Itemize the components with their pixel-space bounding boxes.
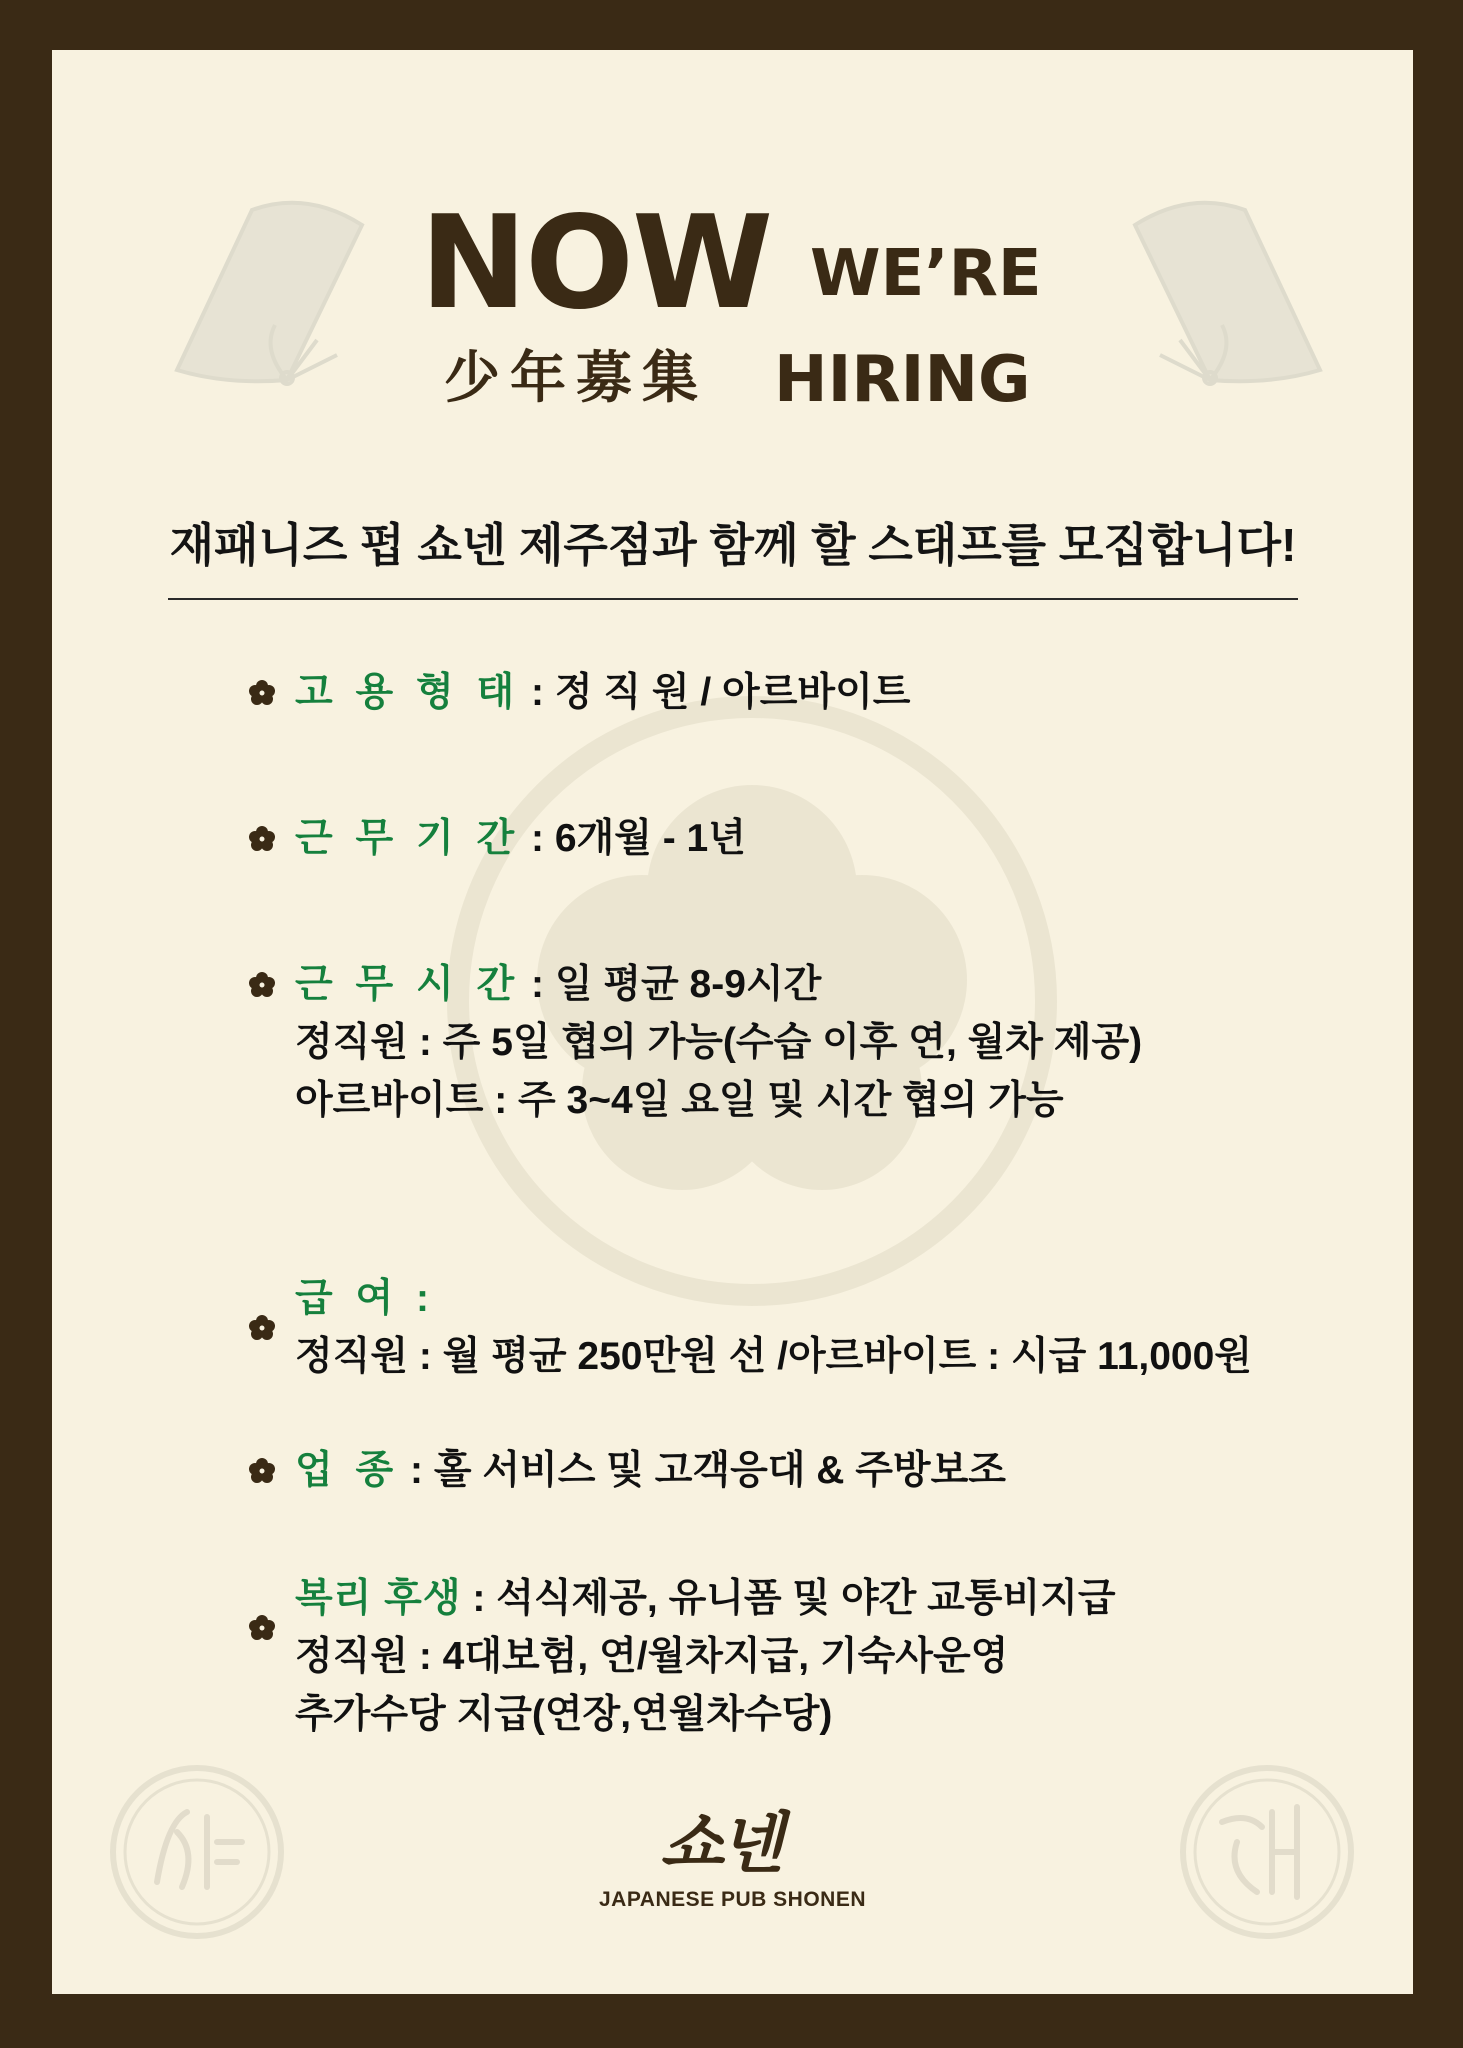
hours-label: 근 무 시 간 xyxy=(295,963,521,1006)
title-hiring: HIRING xyxy=(774,343,1031,417)
period-label: 근 무 기 간 xyxy=(295,817,521,860)
poster xyxy=(52,50,1413,1994)
flower-bullet-icon xyxy=(248,825,276,853)
industry-label: 업 종 xyxy=(295,1449,400,1492)
folding-fan-icon xyxy=(1120,190,1340,390)
seal-stamp-icon xyxy=(1177,1762,1357,1942)
flower-bullet-icon xyxy=(248,1614,276,1642)
employment-label: 고 용 형 태 xyxy=(295,671,521,714)
flower-bullet-icon xyxy=(248,1457,276,1485)
salary-value: 정직원 : 월 평균 250만원 선 /아르바이트 : 시급 11,000원 xyxy=(295,1335,1252,1378)
title-kanji: 少年募集 xyxy=(444,345,708,411)
seal-stamp-icon xyxy=(107,1762,287,1942)
headline: 재패니즈 펍 쇼넨 제주점과 함께 할 스태프를 모집합니다! xyxy=(169,519,1297,571)
industry-value: : 홀 서비스 및 고객응대 & 주방보조 xyxy=(399,1449,1006,1492)
flower-bullet-icon xyxy=(248,1314,276,1342)
flower-bullet-icon xyxy=(248,971,276,999)
shonen-logo-text: JAPANESE PUB SHONEN xyxy=(599,1888,866,1911)
folding-fan-icon xyxy=(157,190,377,390)
salary-label: 급 여 : xyxy=(295,1277,436,1320)
title-were: WE’RE xyxy=(810,237,1042,311)
hours-fulltime: 정직원 : 주 5일 협의 가능(수습 이후 연, 월차 제공) xyxy=(295,1021,1143,1064)
headline-divider xyxy=(168,598,1298,600)
hours-value: : 일 평균 8-9시간 xyxy=(520,963,822,1006)
benefits-value: : 석식제공, 유니폼 및 야간 교통비지급 xyxy=(461,1577,1116,1620)
benefits-fulltime: 정직원 : 4대보험, 연/월차지급, 기숙사운영 xyxy=(295,1635,1009,1678)
period-value: : 6개월 - 1년 xyxy=(520,817,746,860)
shonen-logo: 쇼넨 xyxy=(660,1804,780,1882)
benefits-label: 복리 후생 xyxy=(295,1577,462,1620)
benefits-extra: 추가수당 지급(연장,연월차수당) xyxy=(295,1693,833,1736)
hours-parttime: 아르바이트 : 주 3~4일 요일 및 시간 협의 가능 xyxy=(295,1079,1064,1122)
flower-bullet-icon xyxy=(248,679,276,707)
employment-value: : 정 직 원 / 아르바이트 xyxy=(520,671,911,714)
title-now: NOW xyxy=(420,189,772,338)
